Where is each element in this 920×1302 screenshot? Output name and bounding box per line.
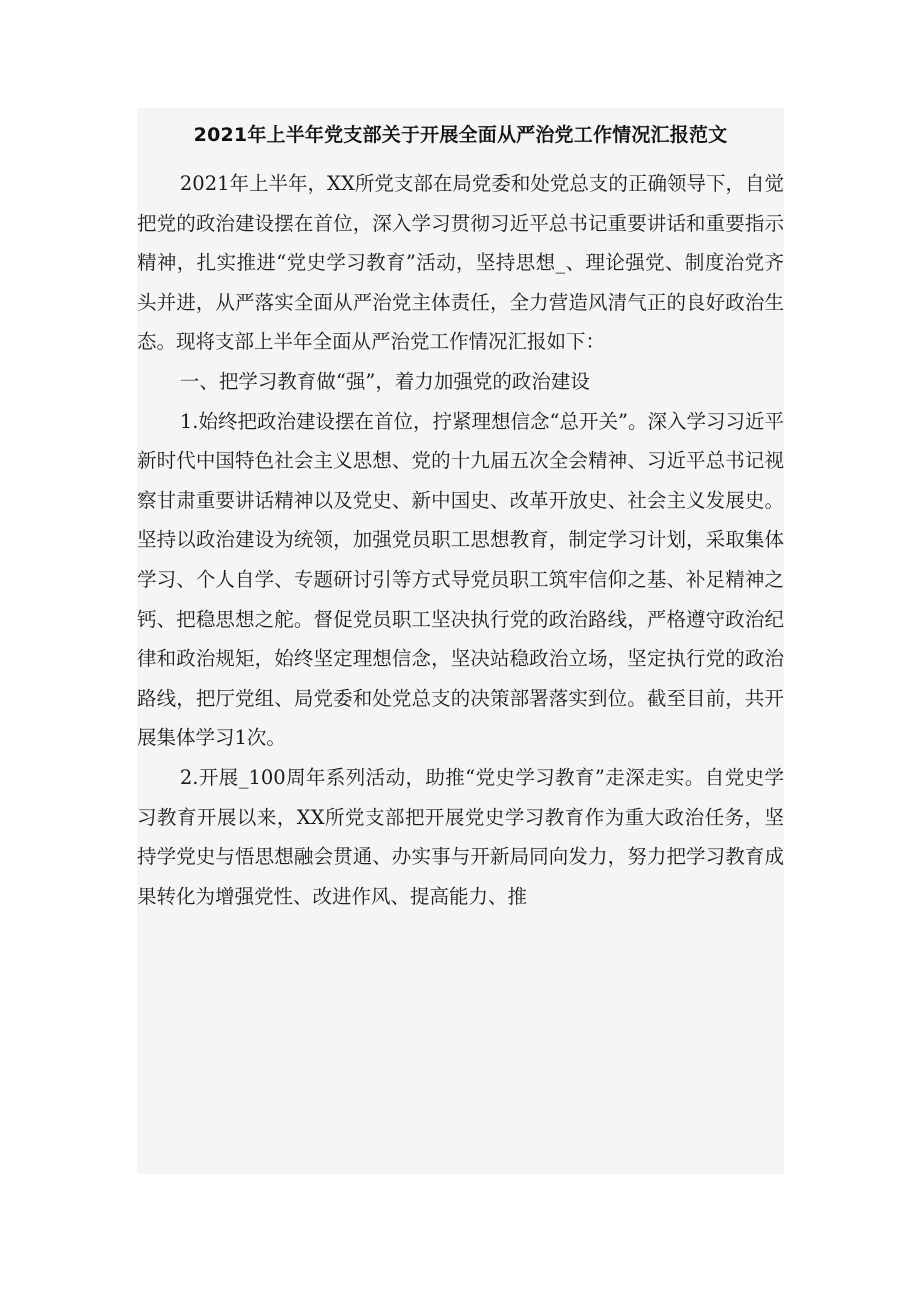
item-paragraph-1: 1.始终把政治建设摆在首位，拧紧理想信念“总开关”。深入学习习近平新时代中国特色社会主义思想、党的十九届五次全会精神、习近平总书记视察甘肃重要讲话精神以及党史、新中国史、改革开放史、社会主义发展史。坚持以政治建设为统领，加强党员职工思想教育，制定学习计划，采取集体学习、个人自学、专题研讨引等方式导党员职工筑牢信仰之基、补足精神之钙、把稳思想之舵。督促党员职工坚决执行党的政治路线，严格遵守政治纪律和政治规矩，始终坚定理想信念，坚决站稳政治立场，坚定执行党的政治路线，把厅党组、局党委和处党总支的决策部署落实到位。截至目前，共开展集体学习1次。 <box>137 409 784 750</box>
document-body <box>137 164 784 916</box>
item-paragraph-2: 2.开展_100周年系列活动，助推“党史学习教育”走深走实。自党史学习教育开展以来，XX所党支部把开展党史学习教育作为重大政治任务，坚持学党史与悟思想融会贯通、办实事与开新局同向发力，努力把学习教育成果转化为增强党性、改进作风、提高能力、推 <box>137 765 784 908</box>
document-title: 2021年上半年党支部关于开展全面从严治党工作情况汇报范文 <box>193 124 728 146</box>
section-heading-1: 一、把学习教育做“强”，着力加强党的政治建设 <box>179 369 590 393</box>
intro-paragraph: 2021年上半年，XX所党支部在局党委和处党总支的正确领导下，自觉把党的政治建设摆在首位，深入学习贯彻习近平总书记重要讲话和重要指示精神，扎实推进“党史学习教育”活动，坚持思想_、理论强党、制度治党齐头并进，从严落实全面从严治党主体责任，全力营造风清气正的良好政治生态。现将支部上半年全面从严治党工作情况汇报如下： <box>137 172 784 354</box>
document-page <box>137 108 784 1174</box>
